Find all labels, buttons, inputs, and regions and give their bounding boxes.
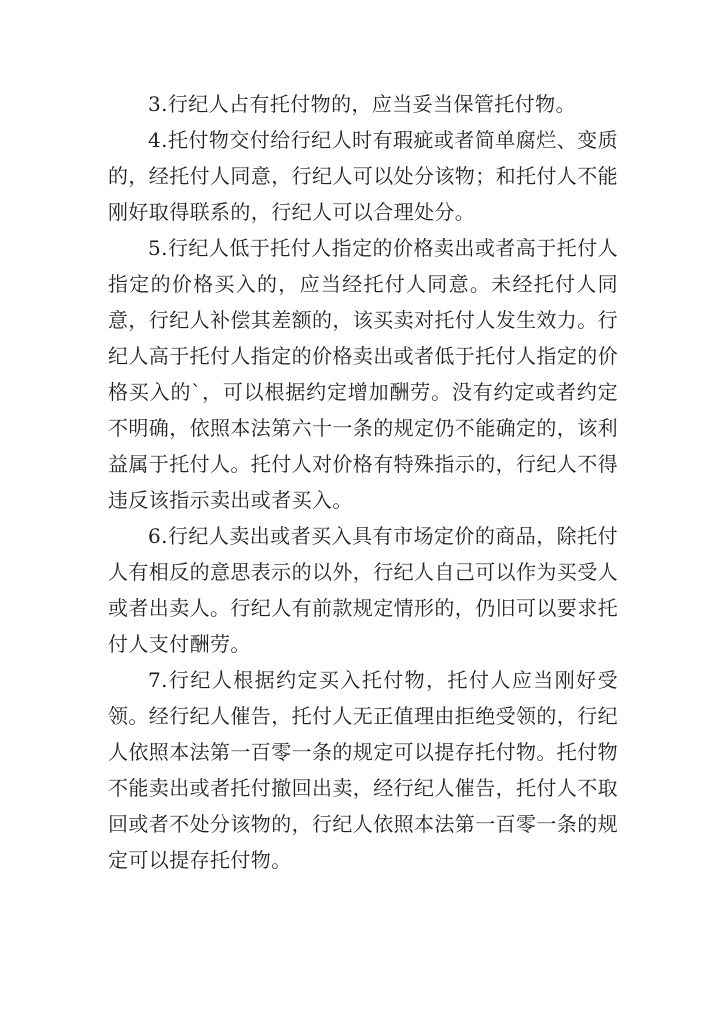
paragraph-4: 4.托付物交付给行纪人时有瑕疵或者简单腐烂、变质的，经托付人同意，行纪人可以处分该物；和托付人不能刚好取得联系的，行纪人可以合理处分。 [108, 128, 618, 224]
document-body [108, 86, 618, 878]
paragraph-6: 6.行纪人卖出或者买入具有市场定价的商品，除托付人有相反的意思表示的以外，行纪人自己可以作为买受人或者出卖人。行纪人有前款规定情形的，仍旧可以要求托付人支付酬劳。 [108, 524, 618, 656]
paragraph-5: 5.行纪人低于托付人指定的价格卖出或者高于托付人指定的价格买入的，应当经托付人同意。未经托付人同意，行纪人补偿其差额的，该买卖对托付人发生效力。行纪人高于托付人指定的价格卖出或者低于托付人指定的价格买入的`，可以根据约定增加酬劳。没有约定或者约定不明确，依照本法第六十一条的规定仍不能确定的，该利益属于托付人。托付人对价格有特殊指示的，行纪人不得违反该指示卖出或者买入。 [108, 236, 618, 512]
paragraph-7: 7.行纪人根据约定买入托付物，托付人应当刚好受领。经行纪人催告，托付人无正值理由拒绝受领的，行纪人依照本法第一百零一条的规定可以提存托付物。托付物不能卖出或者托付撤回出卖，经行纪人催告，托付人不取回或者不处分该物的，行纪人依照本法第一百零一条的规定可以提存托付物。 [108, 668, 618, 872]
paragraph-3: 3.行纪人占有托付物的，应当妥当保管托付物。 [148, 92, 576, 116]
